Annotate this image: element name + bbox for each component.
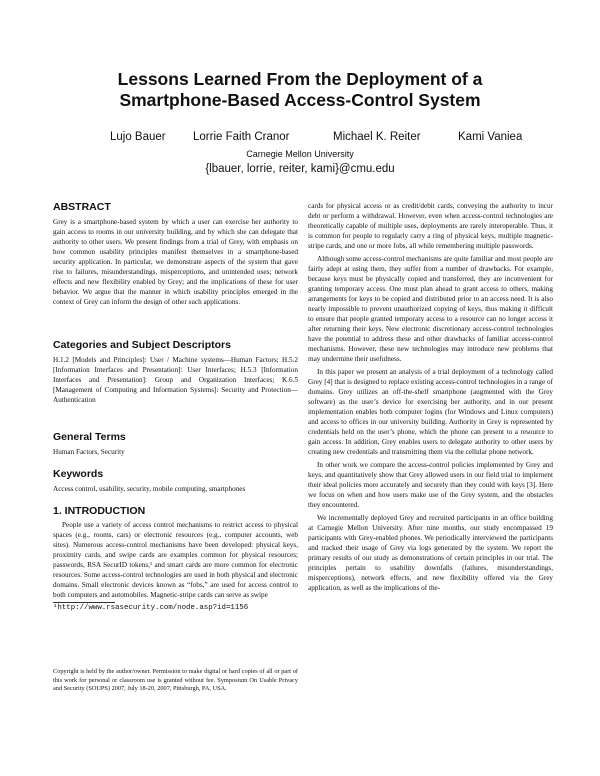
footnote-url: ¹http://www.rsasecurity.com/node.asp?id=1156 — [53, 604, 249, 612]
categories-text: H.1.2 [Models and Principles]: User / Machine systems—Human Factors; H.5.2 [Information Interfaces and Presentation]: User Interfaces; H.5.3 [Information Interfaces and Presentation]: Group and Organization Interfaces; K.6.5 [Management of Computing and Information Systems]: Security and Protection—Authentication — [53, 356, 298, 404]
right-column — [308, 201, 553, 593]
general-terms-section — [53, 431, 298, 457]
abstract-heading: ABSTRACT — [53, 201, 111, 213]
footnote-rule — [53, 602, 115, 603]
body-paragraph: In this paper we present an analysis of a trial deployment of a technology called Grey [4] that is designed to replace existing access-control technologies in a range of domains. Grey utilizes an off-the-shelf smartphone (augmented with the Grey software) as the user’s device for exercising her authority, and in our present implementation enables both computer logins (for Windows and Linux computers) and access to offices in our university building. Authority in Grey is represented by credentials held on the user’s phone, which the phone can present to a resource to gain access. In addition, Grey enables users to delegate authority to other users by creating new credentials and transmitting them via the cellular phone network. — [308, 368, 553, 456]
keywords-section — [53, 468, 298, 494]
general-terms-heading: General Terms — [53, 431, 126, 443]
categories-section — [53, 339, 298, 405]
author-1: Lujo Bauer — [110, 131, 166, 143]
abstract-section — [53, 201, 298, 307]
keywords-text: Access control, usability, security, mobile computing, smartphones — [53, 485, 246, 493]
general-terms-text: Human Factors, Security — [53, 448, 125, 456]
author-emails: {lbauer, lorrie, reiter, kami}@cmu.edu — [205, 163, 395, 175]
body-paragraph: cards for physical access or as credit/debit cards, conveying the authority to incur debt or perform a withdrawal. However, even when access-control technologies are theoretically capable of multiple uses, deployments are rarely interoperable. Thus, it is common for people to regularly carry a ring of physical keys, multiple magnetic-stripe cards, and one or more fobs, all while remembering multiple passwords. — [308, 202, 553, 250]
categories-heading: Categories and Subject Descriptors — [53, 339, 231, 351]
keywords-heading: Keywords — [53, 468, 104, 480]
author-4: Kami Vaniea — [458, 131, 523, 143]
body-paragraph: In other work we compare the access-control policies implemented by Grey and keys, and quantitatively show that Grey allowed users in our field trial to implement their ideal policies more accurately and securely than they could with keys [3]. Here we focus on when and how users make use of the Grey system, and the obstacles they encountered. — [308, 461, 553, 509]
introduction-text: People use a variety of access control mechanisms to restrict access to physical spaces (e.g., rooms, cars) or electronic resources (e.g., computer accounts, web sites). Numerous access-control mechanisms have been developed: physical keys, proximity cards, and swipe cards are examples common for physical resources; passwords, RSA SecurID tokens,¹ and smart cards are more common for electronic resources. Some access-control technologies are used in both physical and electronic domains. Small electronic devices known as “fobs,” are used for access control to both computers and automobiles. Magnetic-stripe cards can serve as swipe — [53, 521, 298, 599]
copyright-notice: Copyright is held by the author/owner. Permission to make digital or hard copies of all or part of this work for personal or classroom use is granted without fee. Symposium On Usable Privacy and Security (SOUPS) 2007, July 18-20, 2007, Pittsburgh, PA, USA. — [53, 668, 298, 693]
author-3: Michael K. Reiter — [333, 131, 421, 143]
abstract-text: Grey is a smartphone-based system by which a user can exercise her authority to gain access to rooms in our university building, and by which she can delegate that authority to other users. We present findings from a trial of Grey, with emphasis on how common usability principles manifest themselves in a smartphone-based security application. In particular, we demonstrate aspects of the system that gave rise to failures, misunderstandings, misperceptions, and unintended uses; network effects and new flexibility enabled by Grey; and the implications of these for user behavior. We argue that the manner in which usability principles emerged in the context of Grey can inform the design of other such applications. — [53, 218, 298, 306]
body-paragraph: Although some access-control mechanisms are quite familiar and most people are fairly adept at using them, they suffer from a number of drawbacks. For example, because keys must be physically copied and transferred, they are inconvenient for granting temporary access. One must plan ahead to grant access to others, making arrangements for keys to be copied and distributed prior to an access need. It is also nearly impossible to prevent unauthorized copying of keys, thus making it difficult to ensure that people granted temporary access to a resource can no longer access it after returning their keys. New electronic discretionary access-control technologies have the potential to address these and other drawbacks of familiar access-control mechanisms. However, these new technologies may introduce new problems that may undermine their usefulness. — [308, 255, 553, 363]
introduction-section — [53, 505, 298, 600]
paper-title-line-1: Lessons Learned From the Deployment of a — [117, 69, 483, 89]
introduction-heading: 1. INTRODUCTION — [53, 505, 146, 517]
author-2: Lorrie Faith Cranor — [193, 131, 290, 143]
paper-title-line-2: Smartphone-Based Access-Control System — [119, 90, 481, 110]
body-paragraph: We incrementally deployed Grey and recruited participants in an office building at Carnegie Mellon University. After nine months, our study encompassed 19 participants with Grey-enabled phones. We periodically interviewed the participants and tracked their usage of Grey via logs generated by the system. We report the primary results of our study as demonstrations of certain principles in our trial. The principles pertain to usability downfalls (failures, misunderstandings, misperceptions), network effects, and new flexibility offered via the Grey application, as well as the implications of the- — [308, 514, 553, 592]
affiliation: Carnegie Mellon University — [246, 149, 354, 159]
